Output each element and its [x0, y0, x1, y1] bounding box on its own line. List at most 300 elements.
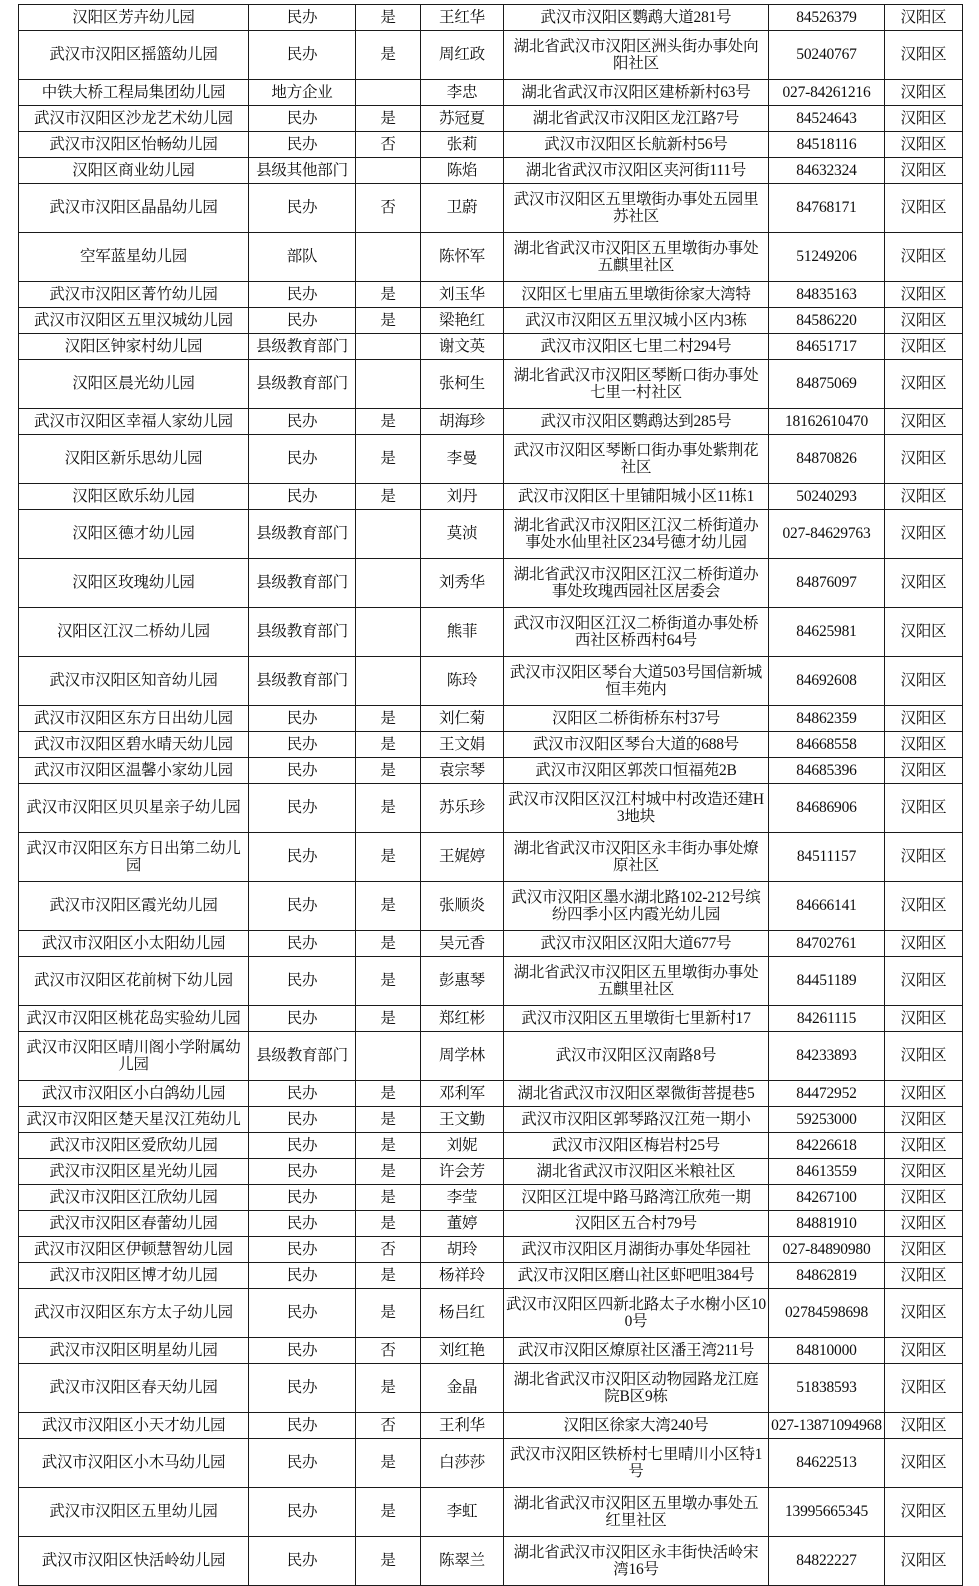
cell-head: 李莹 [421, 1185, 504, 1211]
table-row [19, 158, 963, 184]
table-row [19, 758, 963, 784]
cell-head: 董婷 [421, 1211, 504, 1237]
cell-addr: 武汉市汉阳区四新北路太子水榭小区100号 [504, 1289, 769, 1338]
table-row [19, 608, 963, 657]
cell-phone: 84875069 [769, 360, 885, 409]
cell-cert: 是 [356, 308, 421, 334]
cell-dist: 汉阳区 [885, 1364, 963, 1413]
cell-type: 民办 [249, 882, 356, 931]
cell-head: 郑红彬 [421, 1006, 504, 1032]
cell-head: 胡海珍 [421, 409, 504, 435]
cell-name: 汉阳区商业幼儿园 [19, 158, 249, 184]
cell-addr: 汉阳区二桥街桥东村37号 [504, 706, 769, 732]
cell-dist: 汉阳区 [885, 360, 963, 409]
cell-name: 武汉市汉阳区沙龙艺术幼儿园 [19, 106, 249, 132]
cell-type: 县级教育部门 [249, 360, 356, 409]
cell-phone: 84692608 [769, 657, 885, 706]
table-row [19, 1364, 963, 1413]
cell-head: 彭惠琴 [421, 957, 504, 1006]
cell-addr: 武汉市汉阳区五里墩街办事处五园里苏社区 [504, 184, 769, 233]
cell-head: 陈玲 [421, 657, 504, 706]
cell-phone: 84586220 [769, 308, 885, 334]
cell-phone: 84261115 [769, 1006, 885, 1032]
cell-addr: 武汉市汉阳区琴台大道的688号 [504, 732, 769, 758]
cell-addr: 武汉市汉阳区江汉二桥街道办事处桥西社区桥西村64号 [504, 608, 769, 657]
cell-name: 武汉市汉阳区春天幼儿园 [19, 1364, 249, 1413]
cell-type: 民办 [249, 308, 356, 334]
cell-name: 武汉市汉阳区菁竹幼儿园 [19, 282, 249, 308]
cell-addr: 武汉市汉阳区汉江村城中村改造还建H3地块 [504, 784, 769, 833]
cell-cert: 是 [356, 1439, 421, 1488]
cell-type: 民办 [249, 1133, 356, 1159]
cell-addr: 武汉市汉阳区长航新村56号 [504, 132, 769, 158]
cell-name: 武汉市汉阳区五里幼儿园 [19, 1488, 249, 1537]
cell-cert: 是 [356, 784, 421, 833]
table-row [19, 484, 963, 510]
cell-name: 武汉市汉阳区博才幼儿园 [19, 1263, 249, 1289]
table-row [19, 882, 963, 931]
table-row [19, 1133, 963, 1159]
cell-dist: 汉阳区 [885, 1237, 963, 1263]
cell-addr: 武汉市汉阳区琴台大道503号国信新城恒丰苑内 [504, 657, 769, 706]
cell-addr: 湖北省武汉市汉阳区五里墩街办事处五麒里社区 [504, 233, 769, 282]
cell-addr: 武汉市汉阳区七里二村294号 [504, 334, 769, 360]
table-row [19, 1185, 963, 1211]
cell-phone: 84233893 [769, 1032, 885, 1081]
table-row [19, 732, 963, 758]
cell-cert: 是 [356, 706, 421, 732]
cell-phone: 84472952 [769, 1081, 885, 1107]
cell-head: 金晶 [421, 1364, 504, 1413]
cell-phone: 84511157 [769, 833, 885, 882]
cell-addr: 武汉市汉阳区鹦鹉达到285号 [504, 409, 769, 435]
table-row [19, 1032, 963, 1081]
cell-addr: 武汉市汉阳区鹦鹉大道281号 [504, 5, 769, 31]
cell-addr: 湖北省武汉市汉阳区建桥新村63号 [504, 80, 769, 106]
cell-name: 武汉市汉阳区星光幼儿园 [19, 1159, 249, 1185]
cell-name: 武汉市汉阳区幸福人家幼儿园 [19, 409, 249, 435]
cell-dist: 汉阳区 [885, 657, 963, 706]
cell-phone: 84768171 [769, 184, 885, 233]
cell-head: 刘红艳 [421, 1338, 504, 1364]
cell-cert: 否 [356, 1237, 421, 1263]
table-row [19, 559, 963, 608]
cell-type: 部队 [249, 233, 356, 282]
table-row [19, 409, 963, 435]
cell-head: 谢文英 [421, 334, 504, 360]
table-row [19, 784, 963, 833]
cell-cert: 是 [356, 957, 421, 1006]
cell-dist: 汉阳区 [885, 784, 963, 833]
cell-cert [356, 80, 421, 106]
table-row [19, 1159, 963, 1185]
cell-type: 民办 [249, 1488, 356, 1537]
cell-phone: 51838593 [769, 1364, 885, 1413]
cell-head: 张柯生 [421, 360, 504, 409]
cell-cert [356, 608, 421, 657]
cell-head: 李曼 [421, 435, 504, 484]
cell-head: 苏乐珍 [421, 784, 504, 833]
cell-type: 地方企业 [249, 80, 356, 106]
cell-type: 民办 [249, 184, 356, 233]
cell-name: 武汉市汉阳区晴川阁小学附属幼儿园 [19, 1032, 249, 1081]
cell-head: 熊菲 [421, 608, 504, 657]
table-row [19, 1488, 963, 1537]
cell-head: 吴元香 [421, 931, 504, 957]
cell-phone: 84862819 [769, 1263, 885, 1289]
cell-dist: 汉阳区 [885, 559, 963, 608]
cell-dist: 汉阳区 [885, 1263, 963, 1289]
cell-addr: 湖北省武汉市汉阳区动物园路龙江庭院B区9栋 [504, 1364, 769, 1413]
cell-type: 民办 [249, 1107, 356, 1133]
table-row [19, 80, 963, 106]
cell-name: 汉阳区德才幼儿园 [19, 510, 249, 559]
table-row [19, 132, 963, 158]
cell-cert [356, 158, 421, 184]
cell-addr: 湖北省武汉市汉阳区江汉二桥街道办事处水仙里社区234号德才幼儿园 [504, 510, 769, 559]
cell-phone: 84881910 [769, 1211, 885, 1237]
cell-type: 民办 [249, 106, 356, 132]
cell-cert: 是 [356, 758, 421, 784]
cell-cert [356, 559, 421, 608]
cell-cert: 否 [356, 1413, 421, 1439]
cell-dist: 汉阳区 [885, 31, 963, 80]
cell-phone: 84526379 [769, 5, 885, 31]
cell-phone: 027-13871094968 [769, 1413, 885, 1439]
cell-cert: 是 [356, 1081, 421, 1107]
cell-phone: 84685396 [769, 758, 885, 784]
cell-dist: 汉阳区 [885, 5, 963, 31]
cell-type: 民办 [249, 1364, 356, 1413]
cell-name: 汉阳区欧乐幼儿园 [19, 484, 249, 510]
cell-cert: 是 [356, 1185, 421, 1211]
cell-type: 民办 [249, 484, 356, 510]
cell-cert [356, 510, 421, 559]
cell-name: 武汉市汉阳区花前树下幼儿园 [19, 957, 249, 1006]
cell-phone: 027-84629763 [769, 510, 885, 559]
cell-head: 陈翠兰 [421, 1537, 504, 1586]
cell-phone: 84822227 [769, 1537, 885, 1586]
cell-cert: 是 [356, 282, 421, 308]
cell-name: 武汉市汉阳区贝贝星亲子幼儿园 [19, 784, 249, 833]
cell-cert: 是 [356, 732, 421, 758]
cell-head: 陈焰 [421, 158, 504, 184]
table-row [19, 360, 963, 409]
cell-name: 武汉市汉阳区东方日出幼儿园 [19, 706, 249, 732]
cell-addr: 武汉市汉阳区铁桥村七里晴川小区特1号 [504, 1439, 769, 1488]
table-row [19, 184, 963, 233]
table-row [19, 706, 963, 732]
cell-head: 王娓婷 [421, 833, 504, 882]
table-row [19, 308, 963, 334]
cell-cert: 是 [356, 882, 421, 931]
cell-cert: 是 [356, 931, 421, 957]
cell-dist: 汉阳区 [885, 334, 963, 360]
cell-type: 民办 [249, 833, 356, 882]
cell-phone: 50240293 [769, 484, 885, 510]
cell-dist: 汉阳区 [885, 484, 963, 510]
cell-dist: 汉阳区 [885, 435, 963, 484]
cell-dist: 汉阳区 [885, 106, 963, 132]
cell-cert: 是 [356, 1133, 421, 1159]
cell-type: 民办 [249, 1289, 356, 1338]
cell-type: 民办 [249, 931, 356, 957]
cell-head: 刘妮 [421, 1133, 504, 1159]
cell-addr: 湖北省武汉市汉阳区夹河街111号 [504, 158, 769, 184]
cell-head: 刘秀华 [421, 559, 504, 608]
cell-cert [356, 657, 421, 706]
cell-dist: 汉阳区 [885, 282, 963, 308]
cell-head: 卫蔚 [421, 184, 504, 233]
cell-type: 民办 [249, 1263, 356, 1289]
cell-head: 刘仁菊 [421, 706, 504, 732]
table-row [19, 233, 963, 282]
table-row [19, 657, 963, 706]
cell-dist: 汉阳区 [885, 158, 963, 184]
cell-dist: 汉阳区 [885, 233, 963, 282]
cell-dist: 汉阳区 [885, 1032, 963, 1081]
cell-name: 武汉市汉阳区小天才幼儿园 [19, 1413, 249, 1439]
cell-cert: 是 [356, 833, 421, 882]
cell-head: 王利华 [421, 1413, 504, 1439]
table-row [19, 1413, 963, 1439]
cell-dist: 汉阳区 [885, 1488, 963, 1537]
cell-head: 杨祥玲 [421, 1263, 504, 1289]
cell-phone: 02784598698 [769, 1289, 885, 1338]
cell-name: 武汉市汉阳区知音幼儿园 [19, 657, 249, 706]
table-row [19, 1439, 963, 1488]
cell-name: 武汉市汉阳区小木马幼儿园 [19, 1439, 249, 1488]
cell-type: 民办 [249, 1338, 356, 1364]
cell-head: 王文娟 [421, 732, 504, 758]
table-row [19, 1338, 963, 1364]
cell-phone: 84625981 [769, 608, 885, 657]
cell-phone: 84870826 [769, 435, 885, 484]
cell-name: 武汉市汉阳区桃花岛实验幼儿园 [19, 1006, 249, 1032]
cell-addr: 汉阳区江堤中路马路湾江欣苑一期 [504, 1185, 769, 1211]
cell-head: 王红华 [421, 5, 504, 31]
cell-cert: 是 [356, 1537, 421, 1586]
cell-cert: 是 [356, 5, 421, 31]
cell-phone: 50240767 [769, 31, 885, 80]
cell-name: 汉阳区钟家村幼儿园 [19, 334, 249, 360]
cell-type: 民办 [249, 784, 356, 833]
cell-phone: 84835163 [769, 282, 885, 308]
cell-phone: 18162610470 [769, 409, 885, 435]
cell-name: 武汉市汉阳区东方太子幼儿园 [19, 1289, 249, 1338]
cell-dist: 汉阳区 [885, 1289, 963, 1338]
cell-type: 县级其他部门 [249, 158, 356, 184]
cell-dist: 汉阳区 [885, 1107, 963, 1133]
cell-addr: 武汉市汉阳区琴断口街办事处紫荆花社区 [504, 435, 769, 484]
cell-name: 武汉市汉阳区东方日出第二幼儿园 [19, 833, 249, 882]
cell-type: 民办 [249, 1537, 356, 1586]
cell-dist: 汉阳区 [885, 1006, 963, 1032]
cell-addr: 汉阳区五合村79号 [504, 1211, 769, 1237]
table-row [19, 435, 963, 484]
cell-dist: 汉阳区 [885, 1338, 963, 1364]
cell-dist: 汉阳区 [885, 931, 963, 957]
cell-dist: 汉阳区 [885, 1185, 963, 1211]
cell-addr: 湖北省武汉市汉阳区五里墩街办事处五麒里社区 [504, 957, 769, 1006]
cell-cert: 否 [356, 184, 421, 233]
table-row [19, 1237, 963, 1263]
cell-phone: 84862359 [769, 706, 885, 732]
table-row [19, 1211, 963, 1237]
cell-type: 民办 [249, 957, 356, 1006]
cell-type: 民办 [249, 1185, 356, 1211]
cell-type: 县级教育部门 [249, 510, 356, 559]
cell-cert: 否 [356, 132, 421, 158]
cell-cert: 是 [356, 106, 421, 132]
cell-name: 武汉市汉阳区明星幼儿园 [19, 1338, 249, 1364]
cell-dist: 汉阳区 [885, 184, 963, 233]
cell-phone: 84632324 [769, 158, 885, 184]
cell-head: 杨吕红 [421, 1289, 504, 1338]
cell-type: 县级教育部门 [249, 608, 356, 657]
cell-phone: 84666141 [769, 882, 885, 931]
cell-name: 武汉市汉阳区楚天星汉江苑幼儿 [19, 1107, 249, 1133]
cell-phone: 84622513 [769, 1439, 885, 1488]
cell-addr: 湖北省武汉市汉阳区琴断口街办事处七里一村社区 [504, 360, 769, 409]
cell-dist: 汉阳区 [885, 608, 963, 657]
cell-phone: 027-84261216 [769, 80, 885, 106]
cell-head: 李虹 [421, 1488, 504, 1537]
cell-dist: 汉阳区 [885, 132, 963, 158]
cell-phone: 84702761 [769, 931, 885, 957]
cell-cert [356, 233, 421, 282]
cell-name: 汉阳区芳卉幼儿园 [19, 5, 249, 31]
cell-phone: 84451189 [769, 957, 885, 1006]
cell-phone: 84810000 [769, 1338, 885, 1364]
cell-addr: 武汉市汉阳区磨山社区虾吧咀384号 [504, 1263, 769, 1289]
cell-cert: 是 [356, 1263, 421, 1289]
cell-type: 民办 [249, 282, 356, 308]
cell-name: 武汉市汉阳区江欣幼儿园 [19, 1185, 249, 1211]
cell-head: 周学林 [421, 1032, 504, 1081]
cell-dist: 汉阳区 [885, 80, 963, 106]
table-row [19, 510, 963, 559]
table-row [19, 833, 963, 882]
cell-addr: 武汉市汉阳区十里铺阳城小区11栋1 [504, 484, 769, 510]
cell-cert: 是 [356, 31, 421, 80]
cell-head: 白莎莎 [421, 1439, 504, 1488]
cell-type: 民办 [249, 1159, 356, 1185]
cell-type: 县级教育部门 [249, 559, 356, 608]
cell-head: 陈怀军 [421, 233, 504, 282]
cell-name: 汉阳区新乐思幼儿园 [19, 435, 249, 484]
cell-type: 民办 [249, 706, 356, 732]
cell-cert: 是 [356, 1159, 421, 1185]
cell-head: 莫浈 [421, 510, 504, 559]
cell-dist: 汉阳区 [885, 706, 963, 732]
cell-name: 武汉市汉阳区小白鸽幼儿园 [19, 1081, 249, 1107]
cell-cert [356, 360, 421, 409]
cell-head: 苏冠夏 [421, 106, 504, 132]
cell-dist: 汉阳区 [885, 1211, 963, 1237]
table-row [19, 282, 963, 308]
cell-cert [356, 1032, 421, 1081]
cell-addr: 湖北省武汉市汉阳区江汉二桥街道办事处玫瑰西园社区居委会 [504, 559, 769, 608]
cell-head: 刘丹 [421, 484, 504, 510]
cell-name: 武汉市汉阳区晶晶幼儿园 [19, 184, 249, 233]
cell-cert [356, 334, 421, 360]
cell-head: 王文勤 [421, 1107, 504, 1133]
cell-addr: 湖北省武汉市汉阳区洲头街办事处向阳社区 [504, 31, 769, 80]
cell-name: 武汉市汉阳区小太阳幼儿园 [19, 931, 249, 957]
cell-head: 张莉 [421, 132, 504, 158]
table-row [19, 1081, 963, 1107]
cell-cert: 是 [356, 1006, 421, 1032]
cell-name: 空军蓝星幼儿园 [19, 233, 249, 282]
cell-type: 民办 [249, 1237, 356, 1263]
cell-head: 刘玉华 [421, 282, 504, 308]
cell-type: 民办 [249, 409, 356, 435]
kindergarten-table [18, 4, 963, 1586]
cell-name: 武汉市汉阳区霞光幼儿园 [19, 882, 249, 931]
cell-dist: 汉阳区 [885, 833, 963, 882]
cell-name: 武汉市汉阳区爱欣幼儿园 [19, 1133, 249, 1159]
cell-type: 民办 [249, 758, 356, 784]
cell-head: 邓利军 [421, 1081, 504, 1107]
cell-addr: 武汉市汉阳区月湖街办事处华园社 [504, 1237, 769, 1263]
table-row [19, 106, 963, 132]
cell-addr: 武汉市汉阳区梅岩村25号 [504, 1133, 769, 1159]
cell-dist: 汉阳区 [885, 1159, 963, 1185]
cell-type: 民办 [249, 5, 356, 31]
cell-name: 武汉市汉阳区怡畅幼儿园 [19, 132, 249, 158]
cell-head: 梁艳红 [421, 308, 504, 334]
cell-phone: 84876097 [769, 559, 885, 608]
cell-name: 武汉市汉阳区摇篮幼儿园 [19, 31, 249, 80]
table-row [19, 1289, 963, 1338]
table-row [19, 1006, 963, 1032]
cell-addr: 武汉市汉阳区郭茨口恒福苑2B [504, 758, 769, 784]
table-row [19, 5, 963, 31]
cell-name: 武汉市汉阳区春蕾幼儿园 [19, 1211, 249, 1237]
cell-phone: 84668558 [769, 732, 885, 758]
cell-type: 民办 [249, 1439, 356, 1488]
cell-cert: 是 [356, 1364, 421, 1413]
cell-addr: 武汉市汉阳区汉阳大道677号 [504, 931, 769, 957]
cell-name: 武汉市汉阳区五里汉城幼儿园 [19, 308, 249, 334]
cell-addr: 汉阳区七里庙五里墩街徐家大湾特 [504, 282, 769, 308]
cell-head: 袁宗琴 [421, 758, 504, 784]
cell-cert: 是 [356, 409, 421, 435]
cell-cert: 是 [356, 1211, 421, 1237]
cell-dist: 汉阳区 [885, 957, 963, 1006]
cell-cert: 是 [356, 435, 421, 484]
cell-dist: 汉阳区 [885, 308, 963, 334]
cell-head: 李忠 [421, 80, 504, 106]
cell-name: 汉阳区江汉二桥幼儿园 [19, 608, 249, 657]
cell-dist: 汉阳区 [885, 758, 963, 784]
cell-addr: 武汉市汉阳区燎原社区潘王湾211号 [504, 1338, 769, 1364]
table-body [19, 5, 963, 1586]
cell-addr: 武汉市汉阳区汉南路8号 [504, 1032, 769, 1081]
cell-addr: 湖北省武汉市汉阳区龙江路7号 [504, 106, 769, 132]
cell-phone: 84524643 [769, 106, 885, 132]
cell-dist: 汉阳区 [885, 1133, 963, 1159]
cell-addr: 湖北省武汉市汉阳区永丰街办事处燎原社区 [504, 833, 769, 882]
cell-addr: 武汉市汉阳区郭琴路汉江苑一期小 [504, 1107, 769, 1133]
table-row [19, 31, 963, 80]
cell-dist: 汉阳区 [885, 1537, 963, 1586]
table-row [19, 1537, 963, 1586]
cell-head: 周红政 [421, 31, 504, 80]
cell-dist: 汉阳区 [885, 510, 963, 559]
cell-phone: 84686906 [769, 784, 885, 833]
